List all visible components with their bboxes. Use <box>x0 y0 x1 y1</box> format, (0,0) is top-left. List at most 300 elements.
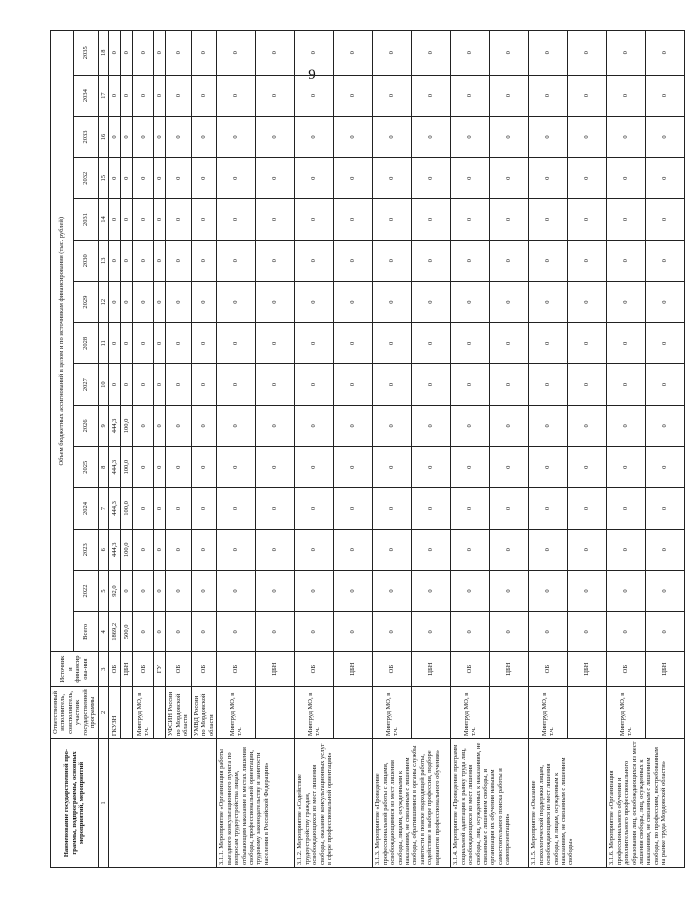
value-cell: 0 <box>412 75 451 116</box>
value-cell: 0 <box>166 158 191 199</box>
value-cell: 0 <box>121 116 133 157</box>
column-number: 7 <box>98 488 108 529</box>
table-row <box>109 31 121 868</box>
value-cell: 0 <box>412 323 451 364</box>
total-cell: 0 <box>529 612 568 652</box>
value-cell: 0 <box>217 116 256 157</box>
value-cell: 0 <box>133 323 154 364</box>
total-cell: 0 <box>568 612 607 652</box>
total-cell: 0 <box>133 612 154 652</box>
value-cell: 0 <box>568 116 607 157</box>
value-cell: 0 <box>568 158 607 199</box>
value-cell: 0 <box>412 281 451 322</box>
value-cell: 0 <box>295 116 334 157</box>
value-cell: 0 <box>133 240 154 281</box>
source-cell: ЦБН <box>412 652 451 686</box>
source-cell: ОБ <box>133 652 154 686</box>
value-cell: 0 <box>646 405 685 446</box>
value-cell: 0 <box>568 323 607 364</box>
executor-cell <box>412 686 451 738</box>
column-number: 10 <box>98 364 108 405</box>
value-cell: 0 <box>451 529 490 570</box>
value-cell: 0 <box>217 570 256 611</box>
value-cell: 0 <box>166 31 191 76</box>
activity-name: 3.1.2. Мероприятие «Содействие трудоустройству граждан, освобождающихся из мест лишения свободы, оказание консультационных услуг в сфере профессиональной ориентации» <box>295 739 373 868</box>
value-cell: 0 <box>154 570 166 611</box>
value-cell: 0 <box>109 199 121 240</box>
value-cell: 0 <box>133 158 154 199</box>
value-cell: 0 <box>607 199 646 240</box>
value-cell: 0 <box>607 31 646 76</box>
value-cell: 0 <box>490 529 529 570</box>
activity-name: 3.1.4. Мероприятие «Проведение программ социальной адаптации к рынку труда лиц, освобождающихся из мест лишения свободы, лиц, осужденных к наказаниям, не связанным с лишением свободы, и организация их обучения навыкам самостоятельного поиска работы и самопрезентации» <box>451 739 529 868</box>
header-total: Всего <box>73 612 98 652</box>
value-cell: 0 <box>133 364 154 405</box>
header-year: 2027 <box>73 364 98 405</box>
value-cell: 0 <box>109 116 121 157</box>
value-cell: 0 <box>646 488 685 529</box>
total-cell: 0 <box>154 612 166 652</box>
value-cell: 0 <box>568 364 607 405</box>
value-cell: 0 <box>412 240 451 281</box>
executor-cell: Минтруд МО, в т.ч. <box>217 686 256 738</box>
value-cell: 0 <box>607 75 646 116</box>
value-cell: 0 <box>133 488 154 529</box>
value-cell: 0 <box>109 158 121 199</box>
value-cell: 0 <box>451 240 490 281</box>
page-number: 9 <box>308 67 316 83</box>
value-cell: 0 <box>166 447 191 488</box>
value-cell: 0 <box>490 116 529 157</box>
value-cell: 0 <box>373 405 412 446</box>
table-row <box>373 31 412 868</box>
value-cell: 0 <box>191 364 216 405</box>
value-cell: 0 <box>646 364 685 405</box>
value-cell: 0 <box>568 281 607 322</box>
value-cell: 0 <box>191 116 216 157</box>
value-cell: 0 <box>166 488 191 529</box>
column-number: 1 <box>98 739 108 868</box>
value-cell: 0 <box>490 240 529 281</box>
executor-cell <box>121 686 133 738</box>
value-cell: 0 <box>217 158 256 199</box>
name-cell-empty <box>109 739 217 868</box>
executor-cell <box>334 686 373 738</box>
total-cell: 0 <box>295 612 334 652</box>
column-number: 11 <box>98 323 108 364</box>
total-cell: 0 <box>191 612 216 652</box>
header-year: 2023 <box>73 529 98 570</box>
value-cell: 0 <box>529 323 568 364</box>
value-cell: 0 <box>334 488 373 529</box>
source-cell: ОБ <box>451 652 490 686</box>
value-cell: 0 <box>412 199 451 240</box>
header-executor: Ответственный исполнитель, соисполнитель, участник государственной программы <box>51 686 99 738</box>
value-cell: 0 <box>373 75 412 116</box>
value-cell: 0 <box>154 116 166 157</box>
value-cell: 0 <box>490 281 529 322</box>
header-year: 2029 <box>73 281 98 322</box>
value-cell: 0 <box>121 199 133 240</box>
value-cell: 0 <box>256 405 295 446</box>
value-cell: 444,3 <box>109 405 121 446</box>
table-row <box>451 31 490 868</box>
total-cell: 0 <box>607 612 646 652</box>
value-cell: 0 <box>133 199 154 240</box>
executor-cell: Минтруд МО, в т.ч. <box>529 686 568 738</box>
value-cell: 0 <box>529 281 568 322</box>
value-cell: 0 <box>646 75 685 116</box>
executor-cell: Минтруд МО, в т.ч. <box>373 686 412 738</box>
header-year: 2022 <box>73 570 98 611</box>
total-cell: 1869,2 <box>109 612 121 652</box>
activity-name: 3.1.1. Мероприятие «Организация работы выездного консультационного пункта по вопросам трудоустройства лицам, отбывающим наказание в местах лишения свободы, профессиональной ориентации, трудовому законодательству и занятости населения в Российской Федерации» <box>217 739 295 868</box>
value-cell: 0 <box>646 158 685 199</box>
value-cell: 0 <box>451 31 490 76</box>
value-cell: 0 <box>121 240 133 281</box>
value-cell: 0 <box>295 570 334 611</box>
value-cell: 0 <box>373 323 412 364</box>
header-source: Источники финансирова-ния <box>51 652 99 686</box>
source-cell: ОБ <box>217 652 256 686</box>
value-cell: 0 <box>646 199 685 240</box>
value-cell: 0 <box>490 364 529 405</box>
value-cell: 0 <box>451 447 490 488</box>
value-cell: 0 <box>133 116 154 157</box>
value-cell: 0 <box>166 529 191 570</box>
value-cell: 0 <box>191 31 216 76</box>
value-cell: 0 <box>217 240 256 281</box>
header-year: 2033 <box>73 116 98 157</box>
column-number: 14 <box>98 199 108 240</box>
total-cell: 0 <box>334 612 373 652</box>
value-cell: 0 <box>490 447 529 488</box>
value-cell: 0 <box>154 488 166 529</box>
value-cell: 0 <box>568 529 607 570</box>
value-cell: 0 <box>646 116 685 157</box>
value-cell: 100,0 <box>121 447 133 488</box>
value-cell: 0 <box>256 529 295 570</box>
source-cell: ЦБН <box>121 652 133 686</box>
value-cell: 0 <box>334 116 373 157</box>
value-cell: 0 <box>529 529 568 570</box>
value-cell: 0 <box>607 116 646 157</box>
value-cell: 0 <box>412 529 451 570</box>
executor-cell <box>256 686 295 738</box>
value-cell: 0 <box>256 199 295 240</box>
value-cell: 0 <box>451 158 490 199</box>
value-cell: 0 <box>334 447 373 488</box>
value-cell: 0 <box>256 281 295 322</box>
value-cell: 0 <box>529 240 568 281</box>
value-cell: 0 <box>607 529 646 570</box>
value-cell: 0 <box>121 570 133 611</box>
value-cell: 0 <box>154 529 166 570</box>
header-year: 2034 <box>73 75 98 116</box>
value-cell: 0 <box>133 281 154 322</box>
value-cell: 0 <box>412 570 451 611</box>
value-cell: 0 <box>607 240 646 281</box>
value-cell: 0 <box>334 240 373 281</box>
value-cell: 0 <box>334 323 373 364</box>
value-cell: 444,3 <box>109 529 121 570</box>
value-cell: 0 <box>646 529 685 570</box>
value-cell: 0 <box>191 199 216 240</box>
value-cell: 0 <box>295 323 334 364</box>
value-cell: 0 <box>568 405 607 446</box>
value-cell: 0 <box>646 570 685 611</box>
column-number: 3 <box>98 652 108 686</box>
executor-cell <box>154 686 166 738</box>
value-cell: 0 <box>334 529 373 570</box>
executor-cell: Минтруд МО, в т.ч. <box>607 686 646 738</box>
value-cell: 0 <box>191 75 216 116</box>
value-cell: 0 <box>256 240 295 281</box>
value-cell: 0 <box>191 405 216 446</box>
activity-name: 3.1.6. Мероприятие «Организация профессионального обучения и дополнительного профессионального образования лиц, освобождающихся из мест лишения свободы, лиц, осужденных к наказаниям, не связанным с лишением свободы, по профессиям, востребованным на рынке труда Мордовской области» <box>607 739 685 868</box>
value-cell: 0 <box>121 75 133 116</box>
value-cell: 0 <box>646 447 685 488</box>
value-cell: 0 <box>646 281 685 322</box>
value-cell: 0 <box>109 31 121 76</box>
value-cell: 444,3 <box>109 447 121 488</box>
value-cell: 0 <box>256 158 295 199</box>
value-cell: 0 <box>217 323 256 364</box>
executor-cell: Минтруд МО, в т.ч. <box>451 686 490 738</box>
value-cell: 0 <box>451 405 490 446</box>
total-cell: 0 <box>217 612 256 652</box>
value-cell: 0 <box>295 31 334 76</box>
value-cell: 0 <box>373 281 412 322</box>
value-cell: 0 <box>334 281 373 322</box>
value-cell: 0 <box>568 199 607 240</box>
column-number: 4 <box>98 612 108 652</box>
table-row <box>217 31 256 868</box>
value-cell: 0 <box>256 488 295 529</box>
executor-cell: Минтруд МО, в т.ч. <box>133 686 154 738</box>
value-cell: 0 <box>191 323 216 364</box>
value-cell: 0 <box>490 488 529 529</box>
header-year: 2031 <box>73 199 98 240</box>
value-cell: 0 <box>451 281 490 322</box>
value-cell: 0 <box>451 116 490 157</box>
executor-cell: ГКУЗН <box>109 686 121 738</box>
value-cell: 0 <box>121 31 133 76</box>
value-cell: 0 <box>166 116 191 157</box>
value-cell: 0 <box>121 364 133 405</box>
value-cell: 0 <box>490 570 529 611</box>
source-cell: ОБ <box>191 652 216 686</box>
value-cell: 0 <box>334 570 373 611</box>
total-cell: 0 <box>373 612 412 652</box>
value-cell: 0 <box>256 447 295 488</box>
value-cell: 0 <box>109 281 121 322</box>
value-cell: 0 <box>295 364 334 405</box>
column-number: 6 <box>98 529 108 570</box>
value-cell: 0 <box>334 405 373 446</box>
value-cell: 0 <box>191 529 216 570</box>
column-number: 18 <box>98 31 108 76</box>
value-cell: 0 <box>373 447 412 488</box>
value-cell: 0 <box>191 158 216 199</box>
value-cell: 0 <box>607 447 646 488</box>
total-cell: 0 <box>166 612 191 652</box>
value-cell: 0 <box>166 75 191 116</box>
column-number: 8 <box>98 447 108 488</box>
value-cell: 0 <box>256 116 295 157</box>
value-cell: 0 <box>529 199 568 240</box>
value-cell: 0 <box>607 364 646 405</box>
table-row <box>295 31 334 868</box>
header-year: 2026 <box>73 405 98 446</box>
header-year: 2030 <box>73 240 98 281</box>
column-number: 2 <box>98 686 108 738</box>
total-cell: 0 <box>256 612 295 652</box>
value-cell: 0 <box>295 240 334 281</box>
value-cell: 0 <box>217 405 256 446</box>
total-cell: 500,0 <box>121 612 133 652</box>
value-cell: 0 <box>529 570 568 611</box>
executor-cell <box>646 686 685 738</box>
header-row <box>51 31 74 868</box>
value-cell: 0 <box>121 323 133 364</box>
header-year: 2024 <box>73 488 98 529</box>
value-cell: 0 <box>646 240 685 281</box>
value-cell: 0 <box>191 281 216 322</box>
column-number: 17 <box>98 75 108 116</box>
value-cell: 0 <box>295 488 334 529</box>
source-cell: ЦБН <box>490 652 529 686</box>
value-cell: 0 <box>334 158 373 199</box>
rotated-table-container <box>50 30 669 868</box>
value-cell: 0 <box>490 405 529 446</box>
source-cell: ЦБН <box>334 652 373 686</box>
value-cell: 0 <box>109 364 121 405</box>
value-cell: 0 <box>154 31 166 76</box>
executor-cell: УФСИН России по Мордовской области <box>166 686 191 738</box>
value-cell: 0 <box>451 364 490 405</box>
value-cell: 0 <box>166 240 191 281</box>
header-year: 2025 <box>73 447 98 488</box>
value-cell: 0 <box>295 75 334 116</box>
source-cell: ОБ <box>166 652 191 686</box>
table-body <box>51 31 685 868</box>
column-number-row <box>98 31 108 868</box>
value-cell: 0 <box>490 199 529 240</box>
value-cell: 0 <box>607 281 646 322</box>
value-cell: 0 <box>154 75 166 116</box>
value-cell: 0 <box>529 364 568 405</box>
value-cell: 0 <box>133 529 154 570</box>
header-year: 2035 <box>73 31 98 76</box>
value-cell: 0 <box>412 364 451 405</box>
value-cell: 0 <box>568 488 607 529</box>
table-row <box>607 31 646 868</box>
total-cell: 0 <box>412 612 451 652</box>
source-cell: ЦБН <box>646 652 685 686</box>
value-cell: 0 <box>217 75 256 116</box>
value-cell: 0 <box>412 447 451 488</box>
value-cell: 0 <box>451 570 490 611</box>
value-cell: 0 <box>373 158 412 199</box>
value-cell: 0 <box>133 31 154 76</box>
table-row <box>529 31 568 868</box>
value-cell: 0 <box>191 488 216 529</box>
value-cell: 0 <box>451 488 490 529</box>
value-cell: 0 <box>154 158 166 199</box>
value-cell: 0 <box>607 158 646 199</box>
value-cell: 0 <box>412 116 451 157</box>
value-cell: 0 <box>373 529 412 570</box>
executor-cell <box>490 686 529 738</box>
column-number: 12 <box>98 281 108 322</box>
value-cell: 0 <box>166 364 191 405</box>
value-cell: 0 <box>217 281 256 322</box>
source-cell: ОБ <box>295 652 334 686</box>
column-number: 15 <box>98 158 108 199</box>
value-cell: 0 <box>646 31 685 76</box>
value-cell: 0 <box>217 364 256 405</box>
value-cell: 0 <box>256 364 295 405</box>
value-cell: 0 <box>121 281 133 322</box>
value-cell: 0 <box>166 281 191 322</box>
value-cell: 0 <box>568 240 607 281</box>
value-cell: 0 <box>295 199 334 240</box>
value-cell: 0 <box>295 529 334 570</box>
value-cell: 0 <box>256 570 295 611</box>
total-cell: 0 <box>646 612 685 652</box>
source-cell: ОБ <box>607 652 646 686</box>
value-cell: 0 <box>607 323 646 364</box>
executor-cell: Минтруд МО, в т.ч. <box>295 686 334 738</box>
value-cell: 0 <box>217 199 256 240</box>
value-cell: 0 <box>295 158 334 199</box>
column-number: 5 <box>98 570 108 611</box>
financing-table <box>50 30 685 868</box>
value-cell: 0 <box>166 323 191 364</box>
activity-name: 3.1.3. Мероприятие «Проведение профессиональной работы с лицами, освобождающимися из мест лишения свободы, лицами, осужденными к наказаниям, не связанным с лишением свободы, обратившимися в органы службы занятости в поиске подходящей работы, содействие в выборе профессии, подборе вариантов профессионального обучения» <box>373 739 451 868</box>
value-cell: 0 <box>490 75 529 116</box>
value-cell: 0 <box>529 75 568 116</box>
value-cell: 0 <box>607 405 646 446</box>
value-cell: 0 <box>256 31 295 76</box>
value-cell: 0 <box>121 158 133 199</box>
value-cell: 0 <box>607 570 646 611</box>
value-cell: 0 <box>154 364 166 405</box>
value-cell: 0 <box>490 31 529 76</box>
column-number: 16 <box>98 116 108 157</box>
value-cell: 0 <box>154 281 166 322</box>
value-cell: 92,0 <box>109 570 121 611</box>
source-cell: ОБ <box>109 652 121 686</box>
value-cell: 0 <box>295 281 334 322</box>
executor-cell <box>568 686 607 738</box>
value-cell: 0 <box>334 75 373 116</box>
value-cell: 0 <box>256 75 295 116</box>
value-cell: 0 <box>295 405 334 446</box>
value-cell: 0 <box>568 447 607 488</box>
value-cell: 0 <box>529 405 568 446</box>
value-cell: 0 <box>373 240 412 281</box>
value-cell: 0 <box>529 158 568 199</box>
value-cell: 0 <box>412 405 451 446</box>
value-cell: 0 <box>529 488 568 529</box>
header-name: Наименование государственной про-граммы, подпрограммы, основных мероприятий, мероприятий <box>51 739 99 868</box>
value-cell: 0 <box>373 116 412 157</box>
value-cell: 0 <box>412 158 451 199</box>
value-cell: 0 <box>490 158 529 199</box>
value-cell: 0 <box>191 240 216 281</box>
